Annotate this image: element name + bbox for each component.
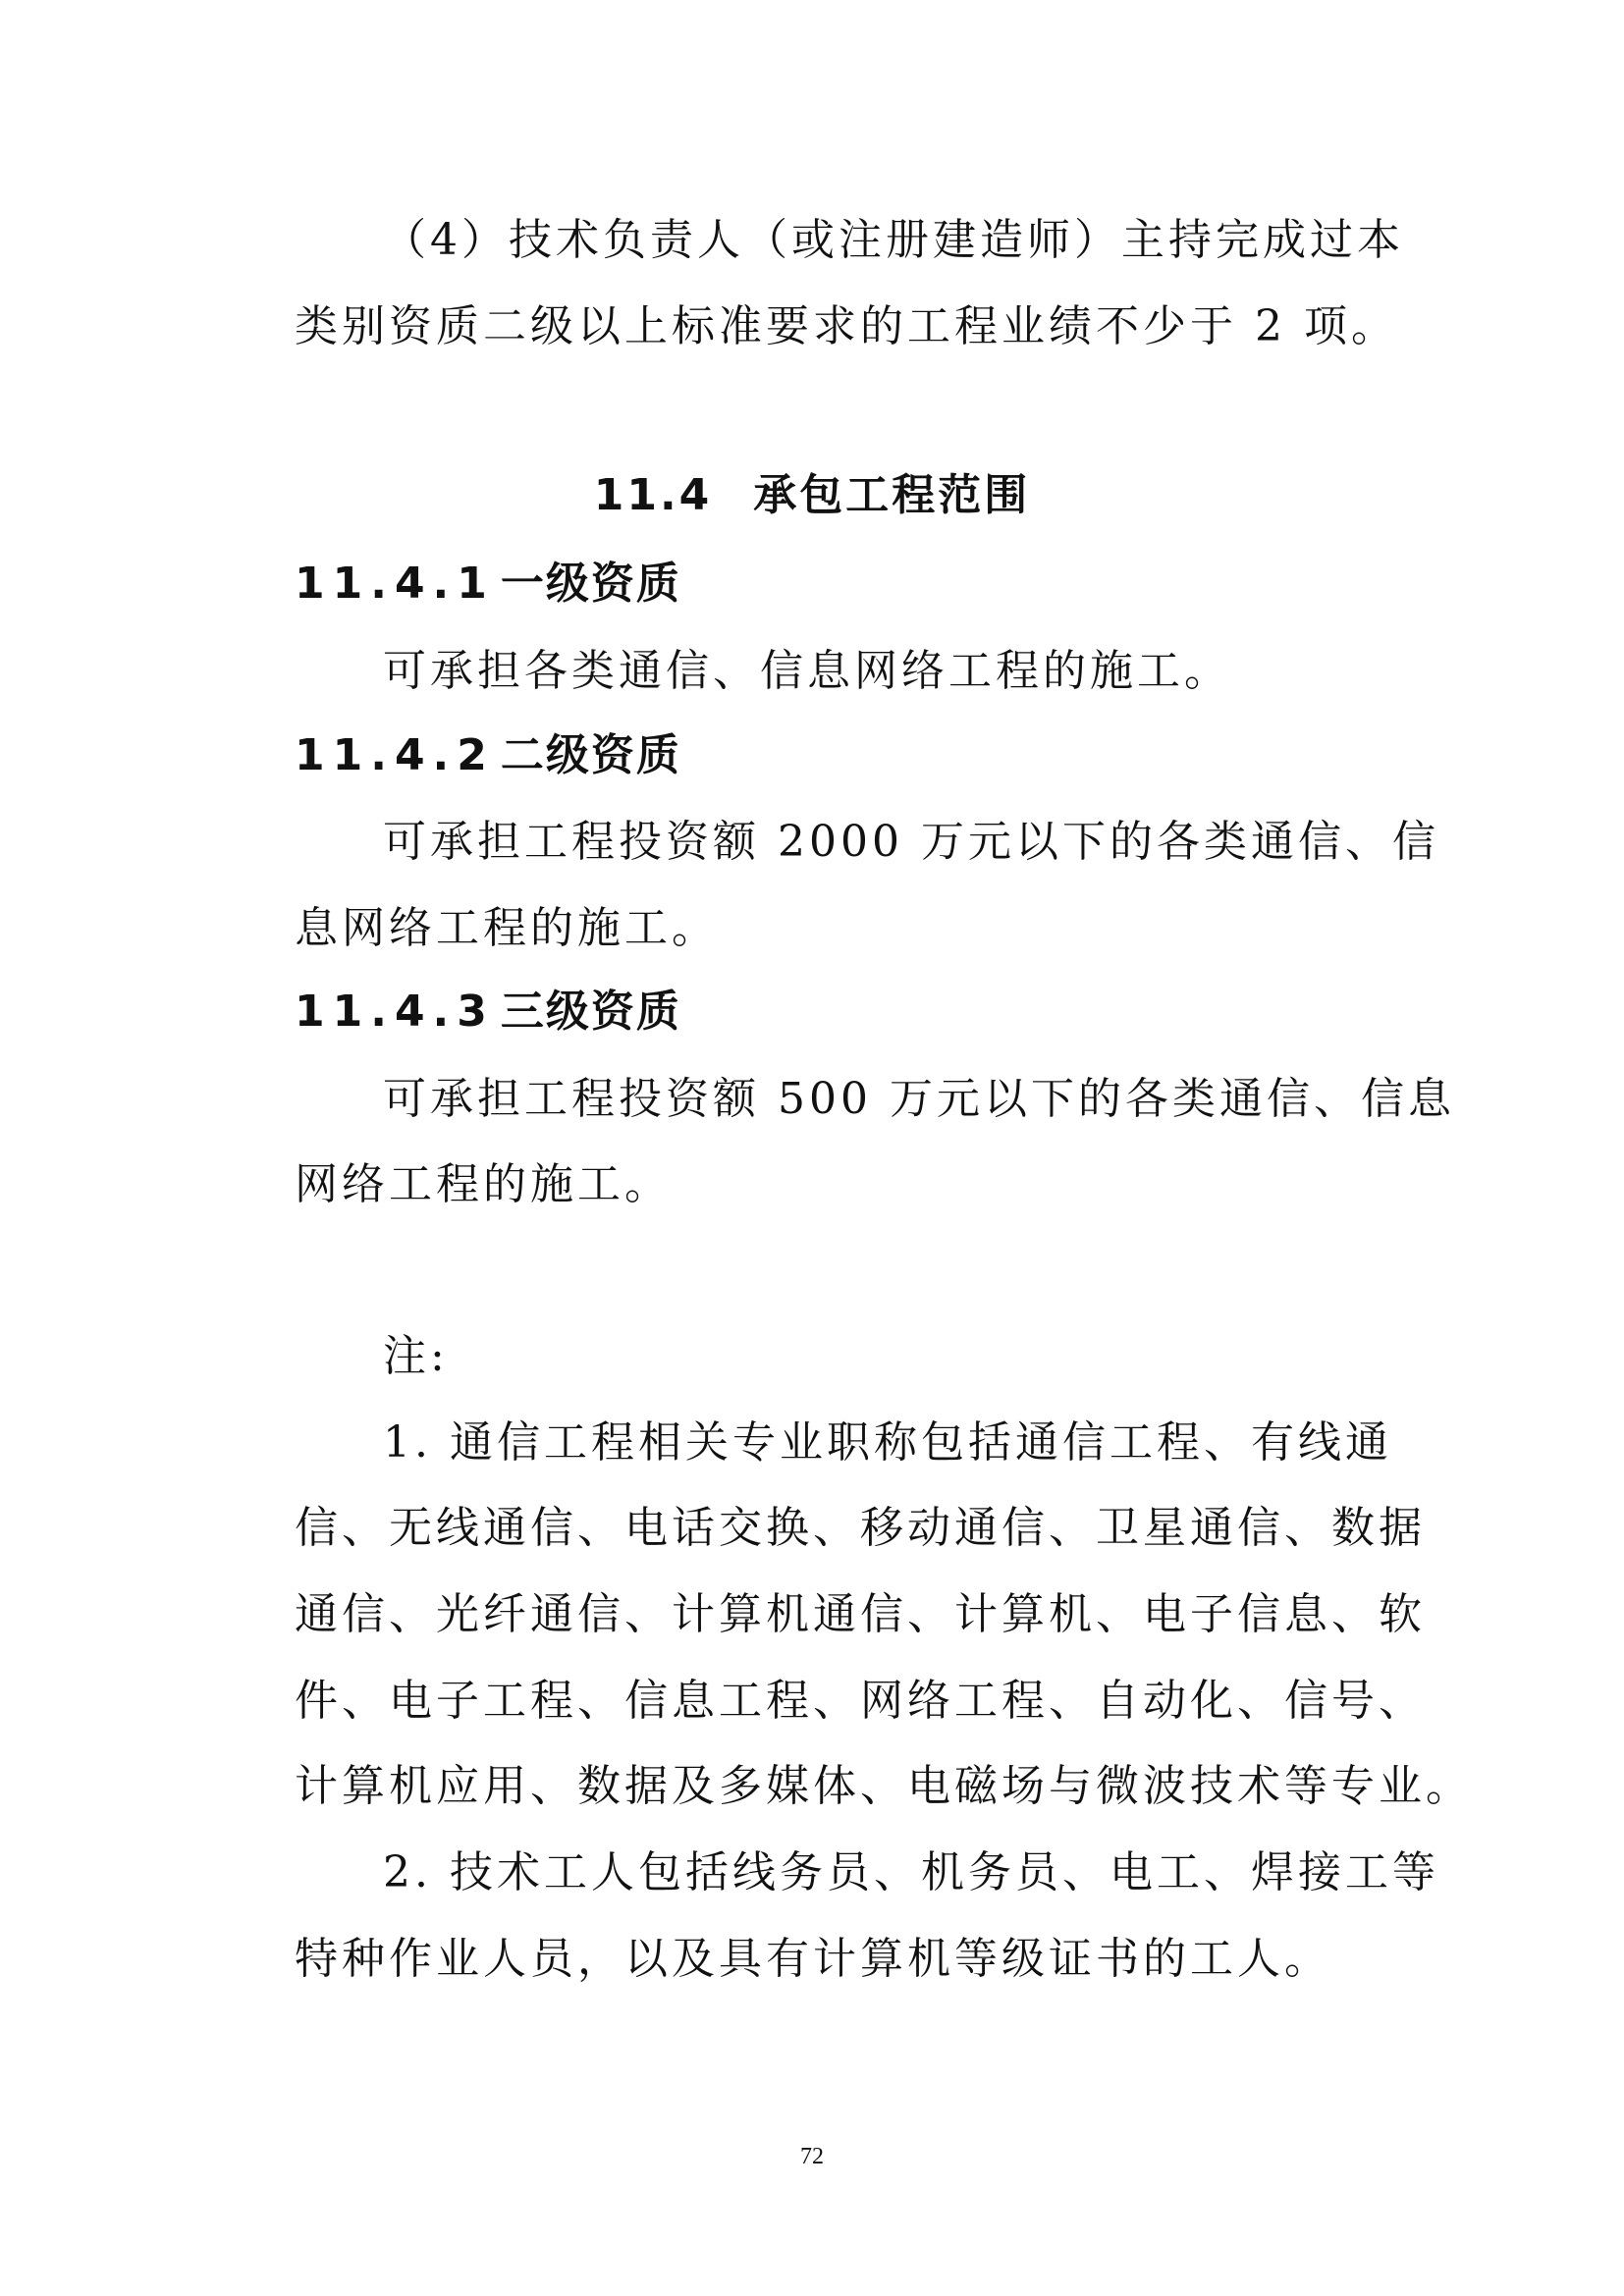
note1-line3: 通信、光纤通信、计算机通信、计算机、电子信息、软 bbox=[295, 1589, 1426, 1639]
grade-2-text-line2: 息网络工程的施工。 bbox=[295, 903, 719, 953]
grade-2-title: 二级资质 bbox=[500, 730, 681, 780]
section-number: 11.4 bbox=[593, 470, 713, 520]
note1-line1: 1. 通信工程相关专业职称包括通信工程、有线通 bbox=[383, 1417, 1392, 1468]
grade-3-title: 三级资质 bbox=[500, 987, 681, 1037]
note1-line5: 计算机应用、数据及多媒体、电磁场与微波技术等专业。 bbox=[295, 1761, 1473, 1811]
grade-3-text-line2: 网络工程的施工。 bbox=[295, 1159, 672, 1209]
note1-line4: 件、电子工程、信息工程、网络工程、自动化、信号、 bbox=[295, 1676, 1426, 1726]
grade-3-number: 11.4.3 bbox=[295, 987, 495, 1037]
notes-label: 注: bbox=[383, 1331, 449, 1381]
grade-1-heading bbox=[295, 555, 681, 614]
grade-1-title: 一级资质 bbox=[500, 559, 681, 609]
page-number: 72 bbox=[800, 2144, 824, 2169]
grade-3-heading bbox=[295, 983, 681, 1041]
note2-line2: 特种作业人员，以及具有计算机等级证书的工人。 bbox=[295, 1934, 1331, 1984]
grade-1-text-line1: 可承担各类通信、信息网络工程的施工。 bbox=[383, 646, 1231, 696]
section-heading bbox=[0, 466, 1624, 525]
note2-line1: 2. 技术工人包括线务员、机务员、电工、焊接工等 bbox=[383, 1847, 1439, 1897]
grade-2-heading bbox=[295, 726, 681, 785]
section-title: 承包工程范围 bbox=[753, 470, 1031, 520]
item4-line2: 类别资质二级以上标准要求的工程业绩不少于 2 项。 bbox=[295, 301, 1398, 351]
note1-line2: 信、无线通信、电话交换、移动通信、卫星通信、数据 bbox=[295, 1503, 1426, 1553]
grade-3-text-line1: 可承担工程投资额 500 万元以下的各类通信、信息 bbox=[383, 1074, 1455, 1124]
grade-2-number: 11.4.2 bbox=[295, 730, 495, 780]
item4-line1: （4）技术负责人（或注册建造师）主持完成过本 bbox=[383, 215, 1404, 265]
grade-2-text-line1: 可承担工程投资额 2000 万元以下的各类通信、信 bbox=[383, 817, 1439, 867]
grade-1-number: 11.4.1 bbox=[295, 559, 495, 609]
